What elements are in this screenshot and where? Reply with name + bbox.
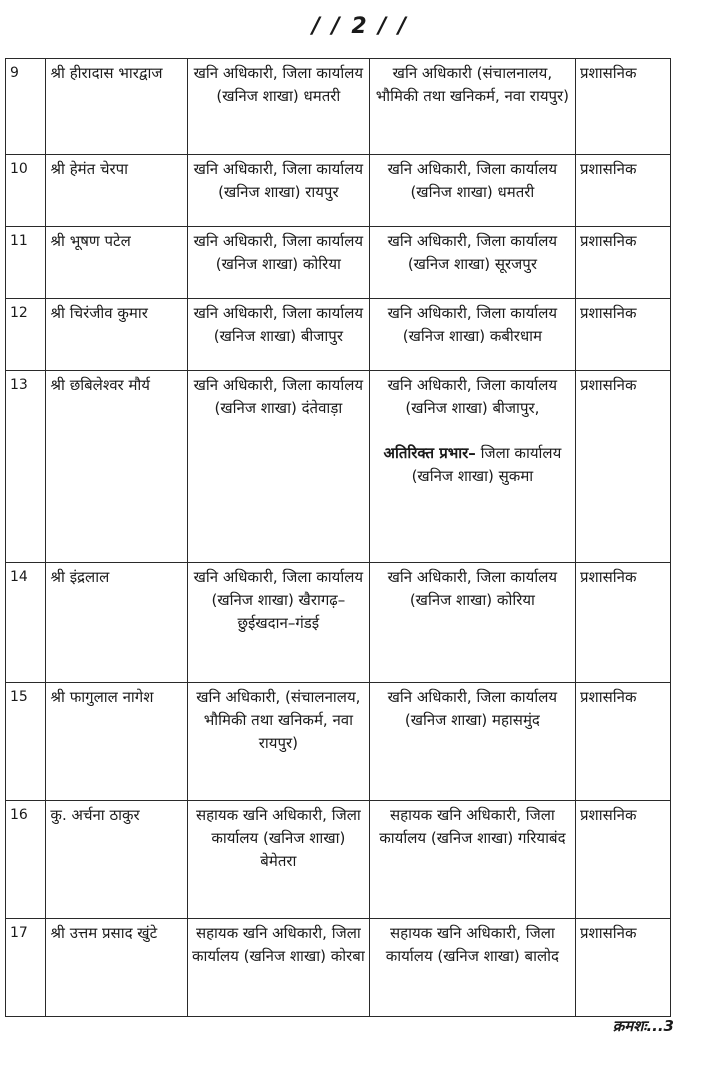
transfer-type: प्रशासनिक: [575, 801, 670, 919]
serial-number: 11: [6, 227, 46, 299]
transfer-type: प्रशासनिक: [575, 371, 670, 563]
table-row: [6, 227, 671, 299]
table-row: [6, 683, 671, 801]
table-row: [6, 919, 671, 1017]
current-posting: खनि अधिकारी, जिला कार्यालय (खनिज शाखा) कोरिया: [187, 227, 369, 299]
table-row: [6, 59, 671, 155]
transfer-type: प्रशासनिक: [575, 683, 670, 801]
officer-name: श्री हेमंत चेरपा: [46, 155, 187, 227]
officer-name: श्री भूषण पटेल: [46, 227, 187, 299]
table-row: [6, 155, 671, 227]
current-posting: खनि अधिकारी, जिला कार्यालय (खनिज शाखा) दंतेवाड़ा: [187, 371, 369, 563]
new-posting: खनि अधिकारी, जिला कार्यालय (खनिज शाखा) कोरिया: [369, 563, 575, 683]
transfer-type: प्रशासनिक: [575, 919, 670, 1017]
serial-number: 15: [6, 683, 46, 801]
table-row: [6, 371, 671, 563]
additional-charge-label: अतिरिक्त प्रभार–: [383, 444, 476, 462]
new-posting: खनि अधिकारी, जिला कार्यालय (खनिज शाखा) महासमुंद: [369, 683, 575, 801]
transfer-type: प्रशासनिक: [575, 299, 670, 371]
current-posting: सहायक खनि अधिकारी, जिला कार्यालय (खनिज शाखा) कोरबा: [187, 919, 369, 1017]
current-posting: सहायक खनि अधिकारी, जिला कार्यालय (खनिज शाखा) बेमेतरा: [187, 801, 369, 919]
table-row: [6, 563, 671, 683]
serial-number: 12: [6, 299, 46, 371]
transfer-table: [5, 58, 671, 1017]
new-posting: खनि अधिकारी, जिला कार्यालय (खनिज शाखा) सूरजपुर: [369, 227, 575, 299]
current-posting: खनि अधिकारी, जिला कार्यालय (खनिज शाखा) रायपुर: [187, 155, 369, 227]
table-row: [6, 801, 671, 919]
current-posting: खनि अधिकारी, जिला कार्यालय (खनिज शाखा) खैरागढ़–छुईखदान–गंडई: [187, 563, 369, 683]
page-number: / / 2 / /: [311, 14, 409, 39]
officer-name: कु. अर्चना ठाकुर: [46, 801, 187, 919]
current-posting: खनि अधिकारी, (संचालनालय, भौमिकी तथा खनिकर्म, नवा रायपुर): [187, 683, 369, 801]
transfer-type: प्रशासनिक: [575, 155, 670, 227]
transfer-type: प्रशासनिक: [575, 227, 670, 299]
officer-name: श्री छबिलेश्वर मौर्य: [46, 371, 187, 563]
new-posting: खनि अधिकारी, जिला कार्यालय (खनिज शाखा) बीजापुर,: [387, 376, 558, 417]
new-posting: सहायक खनि अधिकारी, जिला कार्यालय (खनिज शाखा) गरियाबंद: [369, 801, 575, 919]
serial-number: 14: [6, 563, 46, 683]
additional-charge: [374, 442, 571, 488]
new-posting: सहायक खनि अधिकारी, जिला कार्यालय (खनिज शाखा) बालोद: [369, 919, 575, 1017]
serial-number: 16: [6, 801, 46, 919]
new-posting: खनि अधिकारी (संचालनालय, भौमिकी तथा खनिकर्म, नवा रायपुर): [369, 59, 575, 155]
current-posting: खनि अधिकारी, जिला कार्यालय (खनिज शाखा) धमतरी: [187, 59, 369, 155]
officer-name: श्री फागुलाल नागेश: [46, 683, 187, 801]
officer-name: श्री चिरंजीव कुमार: [46, 299, 187, 371]
new-posting: खनि अधिकारी, जिला कार्यालय (खनिज शाखा) धमतरी: [369, 155, 575, 227]
new-posting: खनि अधिकारी, जिला कार्यालय (खनिज शाखा) कबीरधाम: [369, 299, 575, 371]
serial-number: 9: [6, 59, 46, 155]
transfer-type: प्रशासनिक: [575, 563, 670, 683]
serial-number: 10: [6, 155, 46, 227]
continued-note: क्रमशः...3: [612, 1017, 674, 1035]
transfer-type: प्रशासनिक: [575, 59, 670, 155]
officer-name: श्री इंद्रलाल: [46, 563, 187, 683]
new-posting-cell: [369, 371, 575, 563]
serial-number: 17: [6, 919, 46, 1017]
table-row: [6, 299, 671, 371]
officer-name: श्री हीरादास भारद्वाज: [46, 59, 187, 155]
additional-charge-text: जिला कार्यालय (खनिज शाखा) सुकमा: [411, 444, 562, 485]
officer-name: श्री उत्तम प्रसाद खुंटे: [46, 919, 187, 1017]
serial-number: 13: [6, 371, 46, 563]
current-posting: खनि अधिकारी, जिला कार्यालय (खनिज शाखा) बीजापुर: [187, 299, 369, 371]
